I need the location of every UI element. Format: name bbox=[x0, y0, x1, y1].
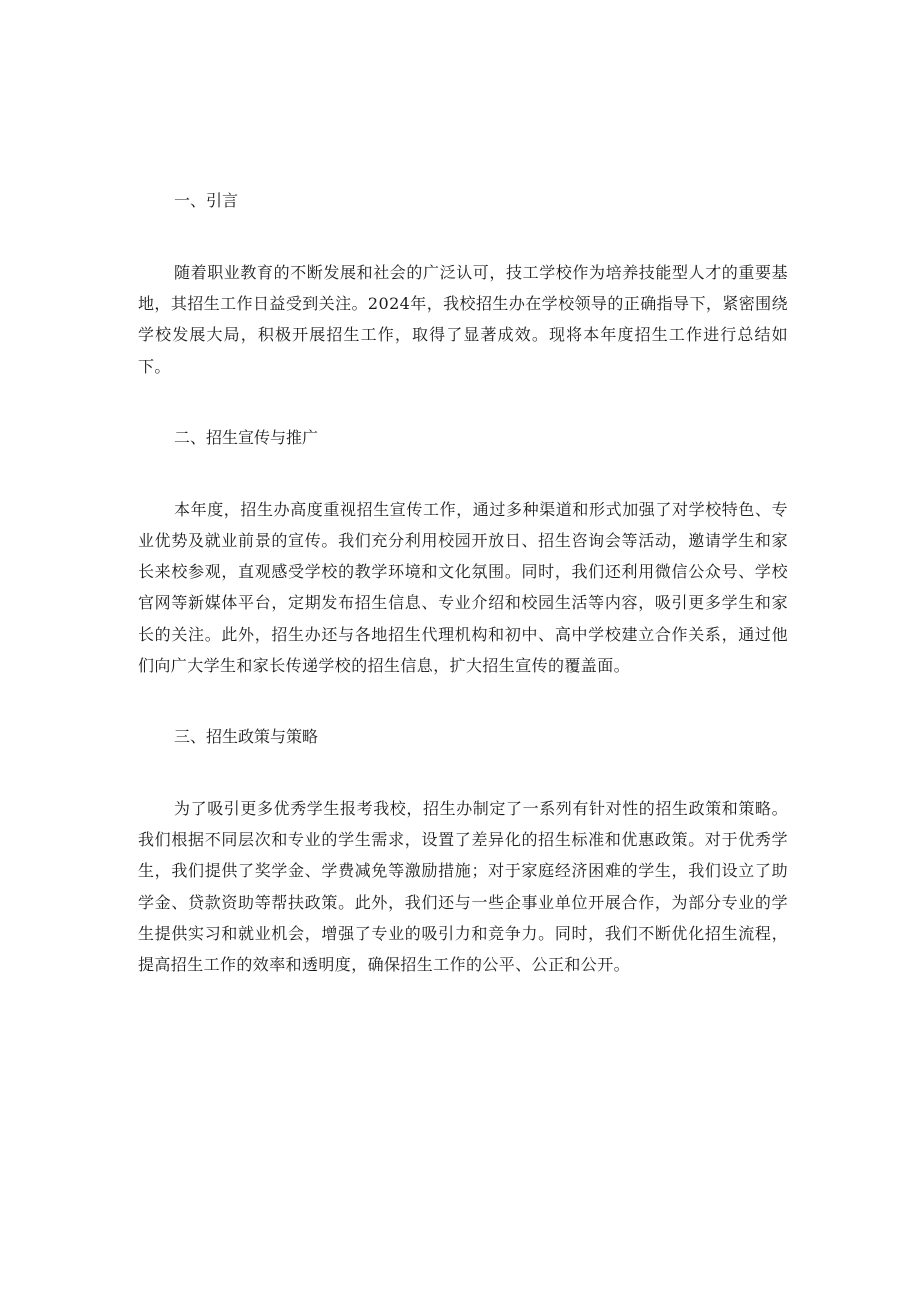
section-heading-promotion: 二、招生宣传与推广 bbox=[174, 427, 319, 447]
document-body bbox=[138, 185, 788, 1020]
section-paragraph-introduction: 随着职业教育的不断发展和社会的广泛认可，技工学校作为培养技能型人才的重要基地，其招生工作日益受到关注。2024年，我校招生办在学校领导的正确指导下，紧密围绕学校发展大局，积极开展招生工作，取得了显著成效。现将本年度招生工作进行总结如下。 bbox=[138, 263, 788, 376]
section-paragraph-promotion: 本年度，招生办高度重视招生宣传工作，通过多种渠道和形式加强了对学校特色、专业优势及就业前景的宣传。我们充分利用校园开放日、招生咨询会等活动，邀请学生和家长来校参观，直观感受学校的教学环境和文化氛围。同时，我们还利用微信公众号、学校官网等新媒体平台，定期发布招生信息、专业介绍和校园生活等内容，吸引更多学生和家长的关注。此外，招生办还与各地招生代理机构和初中、高中学校建立合作关系，通过他们向广大学生和家长传递学校的招生信息，扩大招生宣传的覆盖面。 bbox=[138, 499, 788, 675]
section-paragraph-policy: 为了吸引更多优秀学生报考我校，招生办制定了一系列有针对性的招生政策和策略。我们根据不同层次和专业的学生需求，设置了差异化的招生标准和优惠政策。对于优秀学生，我们提供了奖学金、学费减免等激励措施；对于家庭经济困难的学生，我们设立了助学金、贷款资助等帮扶政策。此外，我们还与一些企事业单位开展合作，为部分专业的学生提供实习和就业机会，增强了专业的吸引力和竞争力。同时，我们不断优化招生流程，提高招生工作的效率和透明度，确保招生工作的公平、公正和公开。 bbox=[138, 799, 788, 975]
section-heading-introduction: 一、引言 bbox=[174, 191, 239, 210]
section-heading-policy: 三、招生政策与策略 bbox=[174, 727, 319, 747]
